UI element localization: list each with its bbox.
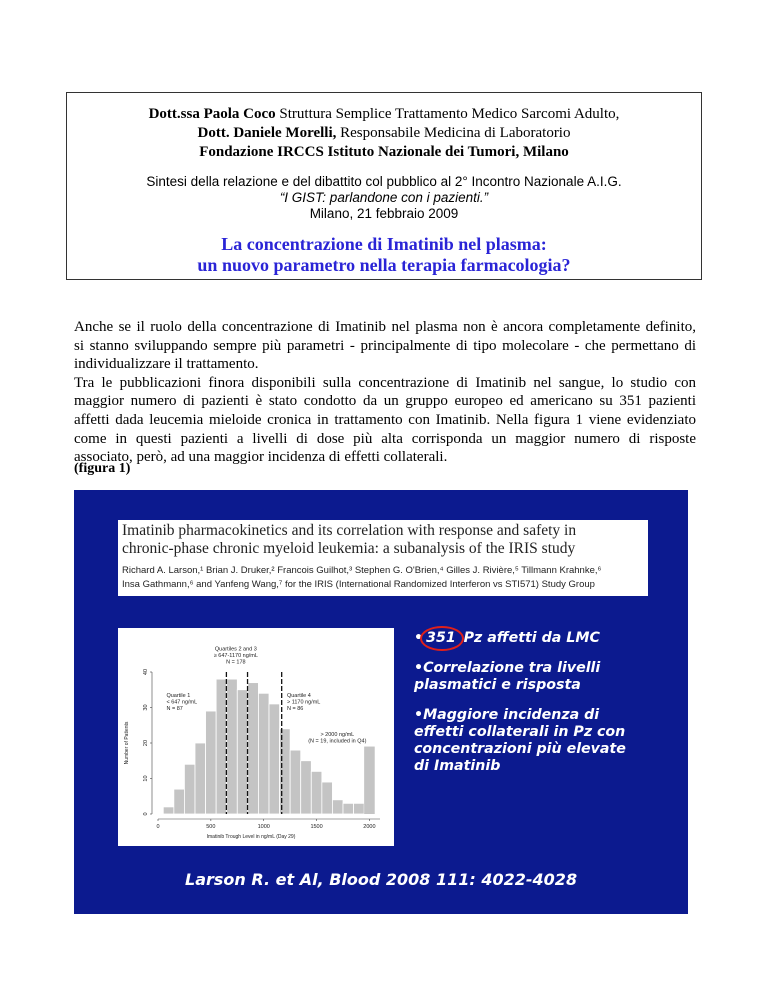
- paper-authors-line-2: Insa Gathmann,⁶ and Yanfeng Wang,⁷ for the IRIS (International Randomized Interferon vs STI571) Study Group: [122, 579, 595, 590]
- chart-annotation: ≥ 647-1170 ng/mL: [213, 653, 258, 660]
- histogram-bar: [195, 743, 206, 814]
- body-line: maggior numero di pazienti è stato condotto da un gruppo europeo ed americano su 351 pazienti: [74, 393, 696, 410]
- x-axis-title: Imatinib Trough Level in ng/mL (Day 29): [206, 834, 296, 840]
- body-line: Tra le pubblicazioni finora disponibili sulla concentrazione di Imatinib nel sangue, lo studio con: [74, 374, 696, 391]
- paper-title-line-1: Imatinib pharmacokinetics and its correlation with response and safety in: [122, 522, 577, 539]
- histogram-bar: [227, 679, 238, 814]
- citation: Larson R. et Al, Blood 2008 111: 4022-4028: [185, 870, 578, 889]
- summary-line-1: Sintesi della relazione e del dibattito col pubblico al 2° Incontro Nazionale A.I.G.: [146, 174, 622, 189]
- paper-header: [118, 520, 648, 596]
- histogram-bar: [184, 764, 195, 814]
- body-paragraph: [74, 318, 696, 467]
- body-line: si stanno sviluppando sempre più parametri - principalmente di tipo molecolare - che permettano di: [74, 337, 696, 354]
- figure-slide: [74, 490, 688, 914]
- y-tick-label: 30: [143, 704, 149, 711]
- x-tick-label: 1500: [310, 824, 323, 830]
- histogram-bar: [269, 704, 280, 814]
- histogram-bar: [163, 807, 174, 814]
- header-box: [66, 92, 702, 280]
- chart-annotation: N = 87: [166, 705, 183, 712]
- histogram-bar: [258, 693, 269, 814]
- paper-authors-line-1: Richard A. Larson,¹ Brian J. Druker,² Francois Guilhot,³ Stephen G. O'Brien,⁴ Gilles J. Rivière,⁵ Tillmann Krahnke,⁶: [122, 565, 602, 576]
- histogram-bar: [248, 683, 259, 814]
- histogram-bar: [322, 782, 333, 814]
- chart-annotation: > 1170 ng/mL: [286, 699, 321, 706]
- x-tick-label: 2000: [363, 824, 376, 830]
- body-line: individualizzare il trattamento.: [74, 356, 259, 373]
- paper-title-line-2: chronic-phase chronic myeloid leukemia: a subanalysis of the IRIS study: [122, 540, 576, 557]
- histogram-bar: [311, 771, 322, 814]
- summary-date: Milano, 21 febbraio 2009: [309, 206, 459, 221]
- histogram-bar: [206, 711, 217, 814]
- bullet-correlation: •Correlazione tra livelli plasmatici e risposta: [414, 660, 601, 693]
- chart-annotation: Quartile 4: [286, 692, 311, 699]
- figure-caption: (figura 1): [74, 461, 131, 476]
- body-line: affetti dada leucemia mieloide cronica in trattamento con Imatinib. Nella figura 1 viene evidenziato: [74, 411, 696, 428]
- histogram-bar: [290, 750, 301, 814]
- chart-annotation: N = 86: [286, 705, 304, 712]
- chart-annotation: Quartile 1: [166, 692, 191, 699]
- chart-annotation: < 647 ng/mL: [166, 699, 198, 706]
- histogram-bar-over-2000: [364, 747, 375, 814]
- bullet-side-effects: •Maggiore incidenza di effetti collaterali in Pz con concentrazioni più elevate di Imatinib: [414, 707, 626, 774]
- y-tick-label: 0: [143, 812, 149, 816]
- chart-panel: [118, 628, 394, 846]
- x-tick-label: 1000: [257, 824, 270, 830]
- author-line-1: Dott.ssa Paola Coco Struttura Semplice Trattamento Medico Sarcomi Adulto,: [148, 106, 620, 122]
- institution-line: Fondazione IRCCS Istituto Nazionale dei Tumori, Milano: [199, 144, 569, 160]
- chart-annotation: > 2000 ng/mL: [320, 731, 355, 738]
- chart-annotation: (N = 19, included in Q4): [308, 738, 367, 745]
- y-tick-label: 40: [143, 668, 149, 676]
- histogram-bar: [354, 803, 365, 814]
- histogram-bar: [174, 789, 185, 814]
- summary-line-2: “I GIST: parlandone con i pazienti.”: [279, 190, 489, 205]
- histogram-bar: [216, 679, 227, 814]
- y-axis-title: Number of Patients: [124, 721, 130, 765]
- chart-annotation: Quartiles 2 and 3: [214, 646, 257, 653]
- body-line: Anche se il ruolo della concentrazione di Imatinib nel plasma non è ancora completamente definito,: [74, 319, 696, 335]
- histogram-bar: [343, 803, 354, 814]
- document-title-line-2: un nuovo parametro nella terapia farmacologia?: [197, 255, 571, 275]
- x-tick-label: 500: [206, 824, 216, 830]
- histogram-bar: [237, 690, 248, 814]
- body-line: associato, però, ad una maggior incidenza di effetti collaterali.: [74, 449, 448, 466]
- highlighted-number: 351: [423, 630, 459, 647]
- y-tick-label: 20: [143, 739, 149, 747]
- bullet-patients: • 351 Pz affetti da LMC: [414, 630, 600, 646]
- author-line-2: Dott. Daniele Morelli, Responsabile Medicina di Laboratorio: [197, 125, 571, 141]
- slide-bullets: [414, 630, 636, 788]
- body-line: come in questi pazienti a livelli di dose più alta corrisponda un maggior numero di risposte: [74, 430, 696, 447]
- histogram-bar: [301, 761, 312, 814]
- document-title-line-1: La concentrazione di Imatinib nel plasma:: [221, 234, 547, 254]
- x-tick-label: 0: [156, 824, 160, 830]
- chart-annotation: N = 178: [226, 659, 246, 666]
- histogram-bar: [332, 800, 343, 814]
- histogram-chart: [118, 628, 394, 846]
- y-tick-label: 10: [143, 775, 149, 782]
